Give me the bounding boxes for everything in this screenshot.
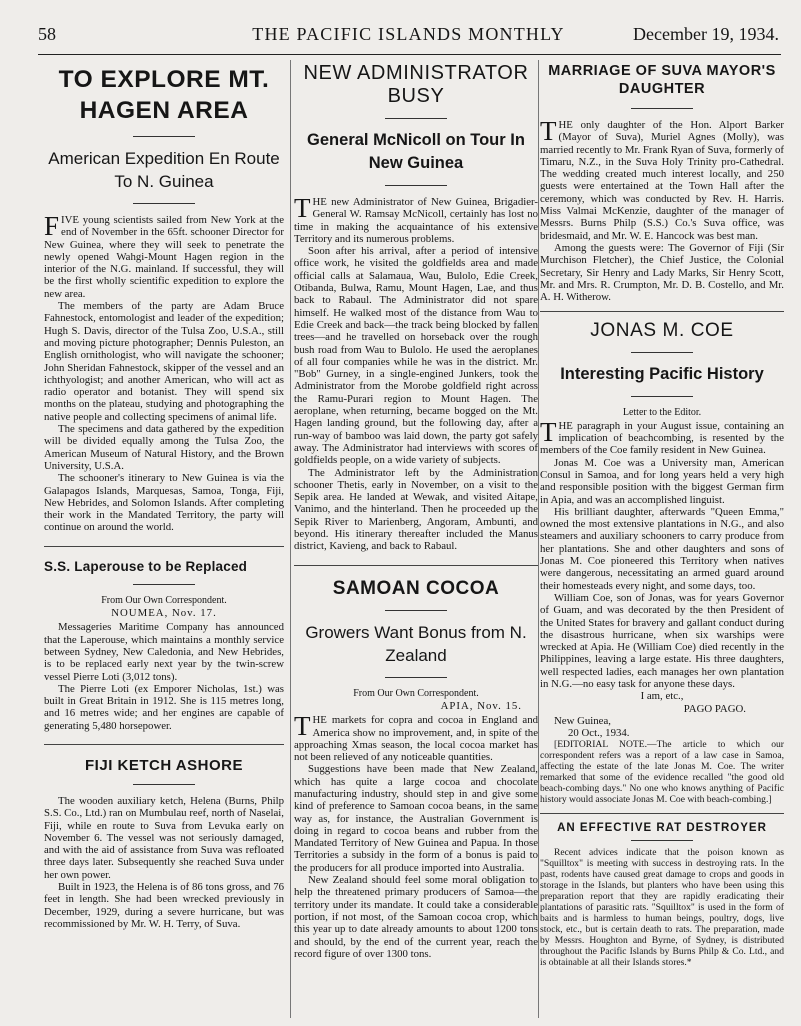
divider bbox=[385, 185, 447, 186]
paragraph: Among the guests were: The Governor of Fiji (Sir Murchison Fletcher), the Chief Justice, the Colonial Secretary, Sir Henry and Lady Marks, Sir Henry Scott, Mr. and Mrs. R. Crumpton, Mr. D. B. Costello, and Mr. A. H. Witherow. bbox=[540, 241, 784, 304]
article-samoan-cocoa bbox=[294, 578, 538, 961]
article-subtitle: Growers Want Bonus from N. Zealand bbox=[305, 622, 527, 665]
paragraph: THE paragraph in your August issue, containing an implication of beachcombing, is resented by the members of the Coe family resident in New Guinea. bbox=[540, 416, 784, 457]
letter-date: 20 Oct., 1934. bbox=[568, 727, 630, 740]
paragraph: Suggestions have been made that New Zealand, which has quite a large cocoa and chocolate manufacturing industry, should step in and give some kind of preference to Samoan cocoa beans, in the same way as, for instance, the Australian Government is doing in regard to cocoa beans and rubber from the Mandated Territory of New Guinea and Papua. In those Territories a subsidy in the form of a bonus is paid to the producers for all produce imported into Australia. bbox=[294, 763, 538, 874]
issue-date: December 19, 1934. bbox=[633, 24, 779, 44]
divider bbox=[44, 546, 284, 547]
column-3 bbox=[540, 62, 784, 968]
letter-closing: I am, etc., bbox=[640, 690, 684, 703]
divider bbox=[631, 396, 693, 397]
paragraph: Built in 1923, the Helena is of 86 tons gross, and 76 feet in length. She had been wrecked previously in December, 1929, during a severe hurricane, but was recommissioned by Mr. W. H. Terry, of Suva. bbox=[44, 881, 284, 930]
article-title: FIJI KETCH ASHORE bbox=[85, 756, 243, 774]
article-subtitle: American Expedition En Route To N. Guinea bbox=[48, 149, 280, 191]
paragraph: The schooner's itinerary to New Guinea is via the Galapagos Islands, Marquesas, Samoa, Tonga, Fiji, New Hebrides, and Solomon Islands. After completing their work in the Mandated Territory, the party will continue on around the world. bbox=[44, 472, 284, 534]
divider bbox=[133, 136, 195, 137]
column-2 bbox=[294, 62, 538, 960]
page-header bbox=[38, 8, 779, 42]
divider bbox=[385, 677, 447, 678]
article-title: JONAS M. COE bbox=[590, 320, 734, 342]
editorial-note: [EDITORIAL NOTE.—The article to which our correspondent refers was a report of a law case in Samoa, affecting the estate of the late Jonas M. Coe. The writer remarked that some of the evidence recalled "the good old beach-combing days." No one who knows anything of Pacific history would associate Jonas M. Coe with beach-combing.] bbox=[540, 739, 784, 806]
article-subtitle: Interesting Pacific History bbox=[560, 365, 764, 384]
divider bbox=[631, 352, 693, 353]
letter-place: New Guinea, bbox=[554, 714, 611, 727]
paragraph: Soon after his arrival, after a period of intensive office work, he visited the goldfields area and made official calls at Salamaua, Wau, Bulolo, Edie Creek, Otibanda, Bulwa, Ramu, Mount Hagen, Lae, and thus back to Rabaul. The Administrator did not spare himself. He walked most of the distance from Wau to Edie Creek and back—the track being blocked by fallen trees—and he travelled on horseback over the rough bush road from Wau to Bulolo. He used the aeroplanes of all four companies while he was in the district. Mr. "Bob" Gurney, in a single-engined Junkers, took the Administrator from the Morobe goldfield right across the Ramu-Purari region to Mount Hagen. The aeroplane, when returning, became bogged on the Mt. Hagen landing ground, but the following day, after a run-way of bamboo was laid down, the party got safely away. The Administrator had interviews with scores of goldfields people, on a wide variety of subjects. bbox=[294, 245, 538, 467]
dateline: APIA, Nov. 15. bbox=[440, 699, 522, 712]
article-title: AN EFFECTIVE RAT DESTROYER bbox=[557, 822, 767, 835]
divider bbox=[631, 108, 693, 109]
divider bbox=[133, 784, 195, 785]
article-title: SAMOAN COCOA bbox=[332, 577, 500, 599]
article-title: S.S. Laperouse to be Replaced bbox=[44, 558, 248, 574]
divider bbox=[44, 744, 284, 745]
article-title: TO EXPLORE MT. HAGEN AREA bbox=[58, 66, 270, 124]
divider bbox=[540, 813, 784, 814]
dateline: NOUMEA, Nov. 17. bbox=[111, 607, 217, 620]
divider bbox=[133, 584, 195, 585]
divider bbox=[631, 840, 693, 841]
paragraph: His brilliant daughter, afterwards "Queen Emma," owned the most extensive plantations in N.G., and also steamers and auxiliary schooners to carry produce from her plantations. She and other daughters and sons of Jonas M. Coe pioneered this Territory when natives were dangerous, necessitating an armed guard around their homesteads every night, and some days, too. bbox=[540, 505, 784, 592]
byline: From Our Own Correspondent. bbox=[353, 687, 479, 699]
paragraph: Jonas M. Coe was a University man, American Consul in Samoa, and for long years held a very high and responsible position with the biggest German firm in Apia, and was an accomplished linguist. bbox=[540, 456, 784, 506]
divider bbox=[133, 203, 195, 204]
byline: From Our Own Correspondent. bbox=[101, 594, 227, 606]
paragraph: William Coe, son of Jonas, was for years Governor of Guam, and was decorated by the then President of the United States for bravery and gallant conduct during the disastrous hurricane, when six warships were wrecked at Apia. He (William Coe) died recently in the Philippines, leaving a large estate. His three daughters, well respected ladies, each manages her own plantation in N.G.—no easy task for anyone these days. bbox=[540, 591, 784, 690]
paragraph: The specimens and data gathered by the expedition will be divided equally among the Tulsa Zoo, the American Museum of Natural History, and the Brown University, U.S.A. bbox=[44, 423, 284, 472]
column-divider bbox=[290, 60, 291, 1018]
paragraph: FIVE young scientists sailed from New York at the end of November in the 65ft. schooner Director for New Guinea, where they will seek to penetrate the newly opened Wahgi-Mount Hagen region in the interior of the N.G. mainland. If successful, they will be the first wholly scientific expedition to explore the new area. bbox=[44, 211, 284, 300]
magazine-title: THE PACIFIC ISLANDS MONTHLY bbox=[252, 24, 565, 44]
column-1 bbox=[44, 62, 284, 930]
article-subtitle: General McNicoll on Tour In New Guinea bbox=[307, 131, 525, 172]
paragraph: The Administrator left by the Administration schooner Thetis, early in November, on a visit to the Sepik area. He landed at Wewak, and visited Aitape, Vanimo, and the hinterland. Then he proceeded up the Sepik River to Marienberg, Angoram, Ambunti, and beyond. His itinerary thereafter included the Manus district, Kavieng, and back to Rabaul. bbox=[294, 466, 538, 553]
page-number: 58 bbox=[38, 24, 56, 44]
paragraph: The members of the party are Adam Bruce Fahnestock, entomologist and leader of the expedition; Hugh S. Davis, director of the Tulsa Zoo, U.S.A., still and moving picture photographer; Dennis Puleston, an English ornithologist, who will navigate the schooner; John Sheridan Fahnestock, skipper of the vessel and an ichthyologist; and another American, who will act as radio operator and botanist. They will spend six months on the plateau, studying and photographing the native people and collecting specimens of animal life. bbox=[44, 300, 284, 423]
letter-signature: PAGO PAGO. bbox=[683, 702, 746, 715]
article-title: NEW ADMINISTRATOR BUSY bbox=[303, 62, 529, 107]
article-laperouse bbox=[44, 559, 284, 732]
article-rat-destroyer bbox=[540, 822, 784, 968]
article-jonas-coe bbox=[540, 320, 784, 805]
article-administrator bbox=[294, 62, 538, 553]
column-divider bbox=[538, 60, 539, 1018]
article-expedition bbox=[44, 64, 284, 534]
divider bbox=[385, 118, 447, 119]
paragraph: THE new Administrator of New Guinea, Brigadier-General W. Ramsay McNicoll, certainly has lost no time in making the acquaintance of his extensive Territory and its numerous problems. bbox=[294, 193, 538, 245]
paragraph: New Zealand should feel some moral obligation to help the threatened primary producers of Samoa—the territory under its mandate. It could take a considerable portion, if not most, of the Samoan cocoa crop, which this year up to date already amounts to about 1200 tons and should, by the end of the current year, reach the record figure of over 1300 tons. bbox=[294, 874, 538, 960]
divider bbox=[385, 610, 447, 611]
divider bbox=[540, 311, 784, 312]
article-fiji-ketch bbox=[44, 757, 284, 930]
paragraph: The Pierre Loti (ex Emporer Nicholas, 1st.) was built in Great Britain in 1912. She is 115 metres long, and 16 metres wide; and her engines are capable of generating 5,480 horsepower. bbox=[44, 682, 284, 732]
paragraph: Messageries Maritime Company has announced that the Laperouse, which maintains a monthly service between Sydney, New Caledonia, and New Hebrides, is to be replaced early next year by the twin-screw vessel Pierre Loti (3,012 tons). bbox=[44, 621, 284, 683]
article-suva-marriage bbox=[540, 62, 784, 303]
paragraph: THE only daughter of the Hon. Alport Barker (Mayor of Suva), Muriel Agnes (Molly), was married recently to Mr. Frank Ryan of Suva, formerly of Timaru, N.Z., in the Suva Holy Trinity pro-Cathedral. The wedding created much interest locally, and 250 guests were entertained at the Town Hall after the ceremony, which was conducted by Rev. H. Harris. Miss Valmai McKenzie, daughter of the manager of Messrs. Burns Philp (S.S.) Co.'s Suva office, was bridesmaid, and Mr. W. E. Hancock was best man. bbox=[540, 116, 784, 242]
paragraph: THE markets for copra and cocoa in England and America show no improvement, and, in spite of the approaching Xmas season, the local cocoa market has not been relieved of any noticeable quantities. bbox=[294, 711, 538, 764]
paragraph: The wooden auxiliary ketch, Helena (Burns, Philp S.S. Co., Ltd.) ran on Mumbulau reef, north of Naselai, Fiji, while en route to Suva from Levuka early on November 6. The vessel was not seriously damaged, and with the aid of assistance from Suva was refloated three days later. Subsequently she reached Suva under her own power. bbox=[44, 794, 284, 881]
divider bbox=[294, 565, 538, 566]
letter-heading: Letter to the Editor. bbox=[622, 407, 702, 419]
header-rule bbox=[38, 54, 781, 55]
paragraph: Recent advices indicate that the poison known as "Squilltox" is meeting with success in destroying rats. In the past, rodents have caused great damage to crops and goods in storage in the Islands, but planters who have been using this preparation report that they are rapidly eradicating their plantations of parasitic rats. "Squilltox" is used in the form of baits and is harmless to human beings, poultry, dogs, live stock, etc., but is certain death to rats. The preparation, made by Messrs. Houghton and Byrne, of Sydney, is distributed throughout the Pacific Islands by Burns Philp & Co. Ltd., and is obtainable at all their Islands stores.* bbox=[540, 847, 784, 969]
article-title: MARRIAGE OF SUVA MAYOR'S DAUGHTER bbox=[548, 63, 776, 97]
